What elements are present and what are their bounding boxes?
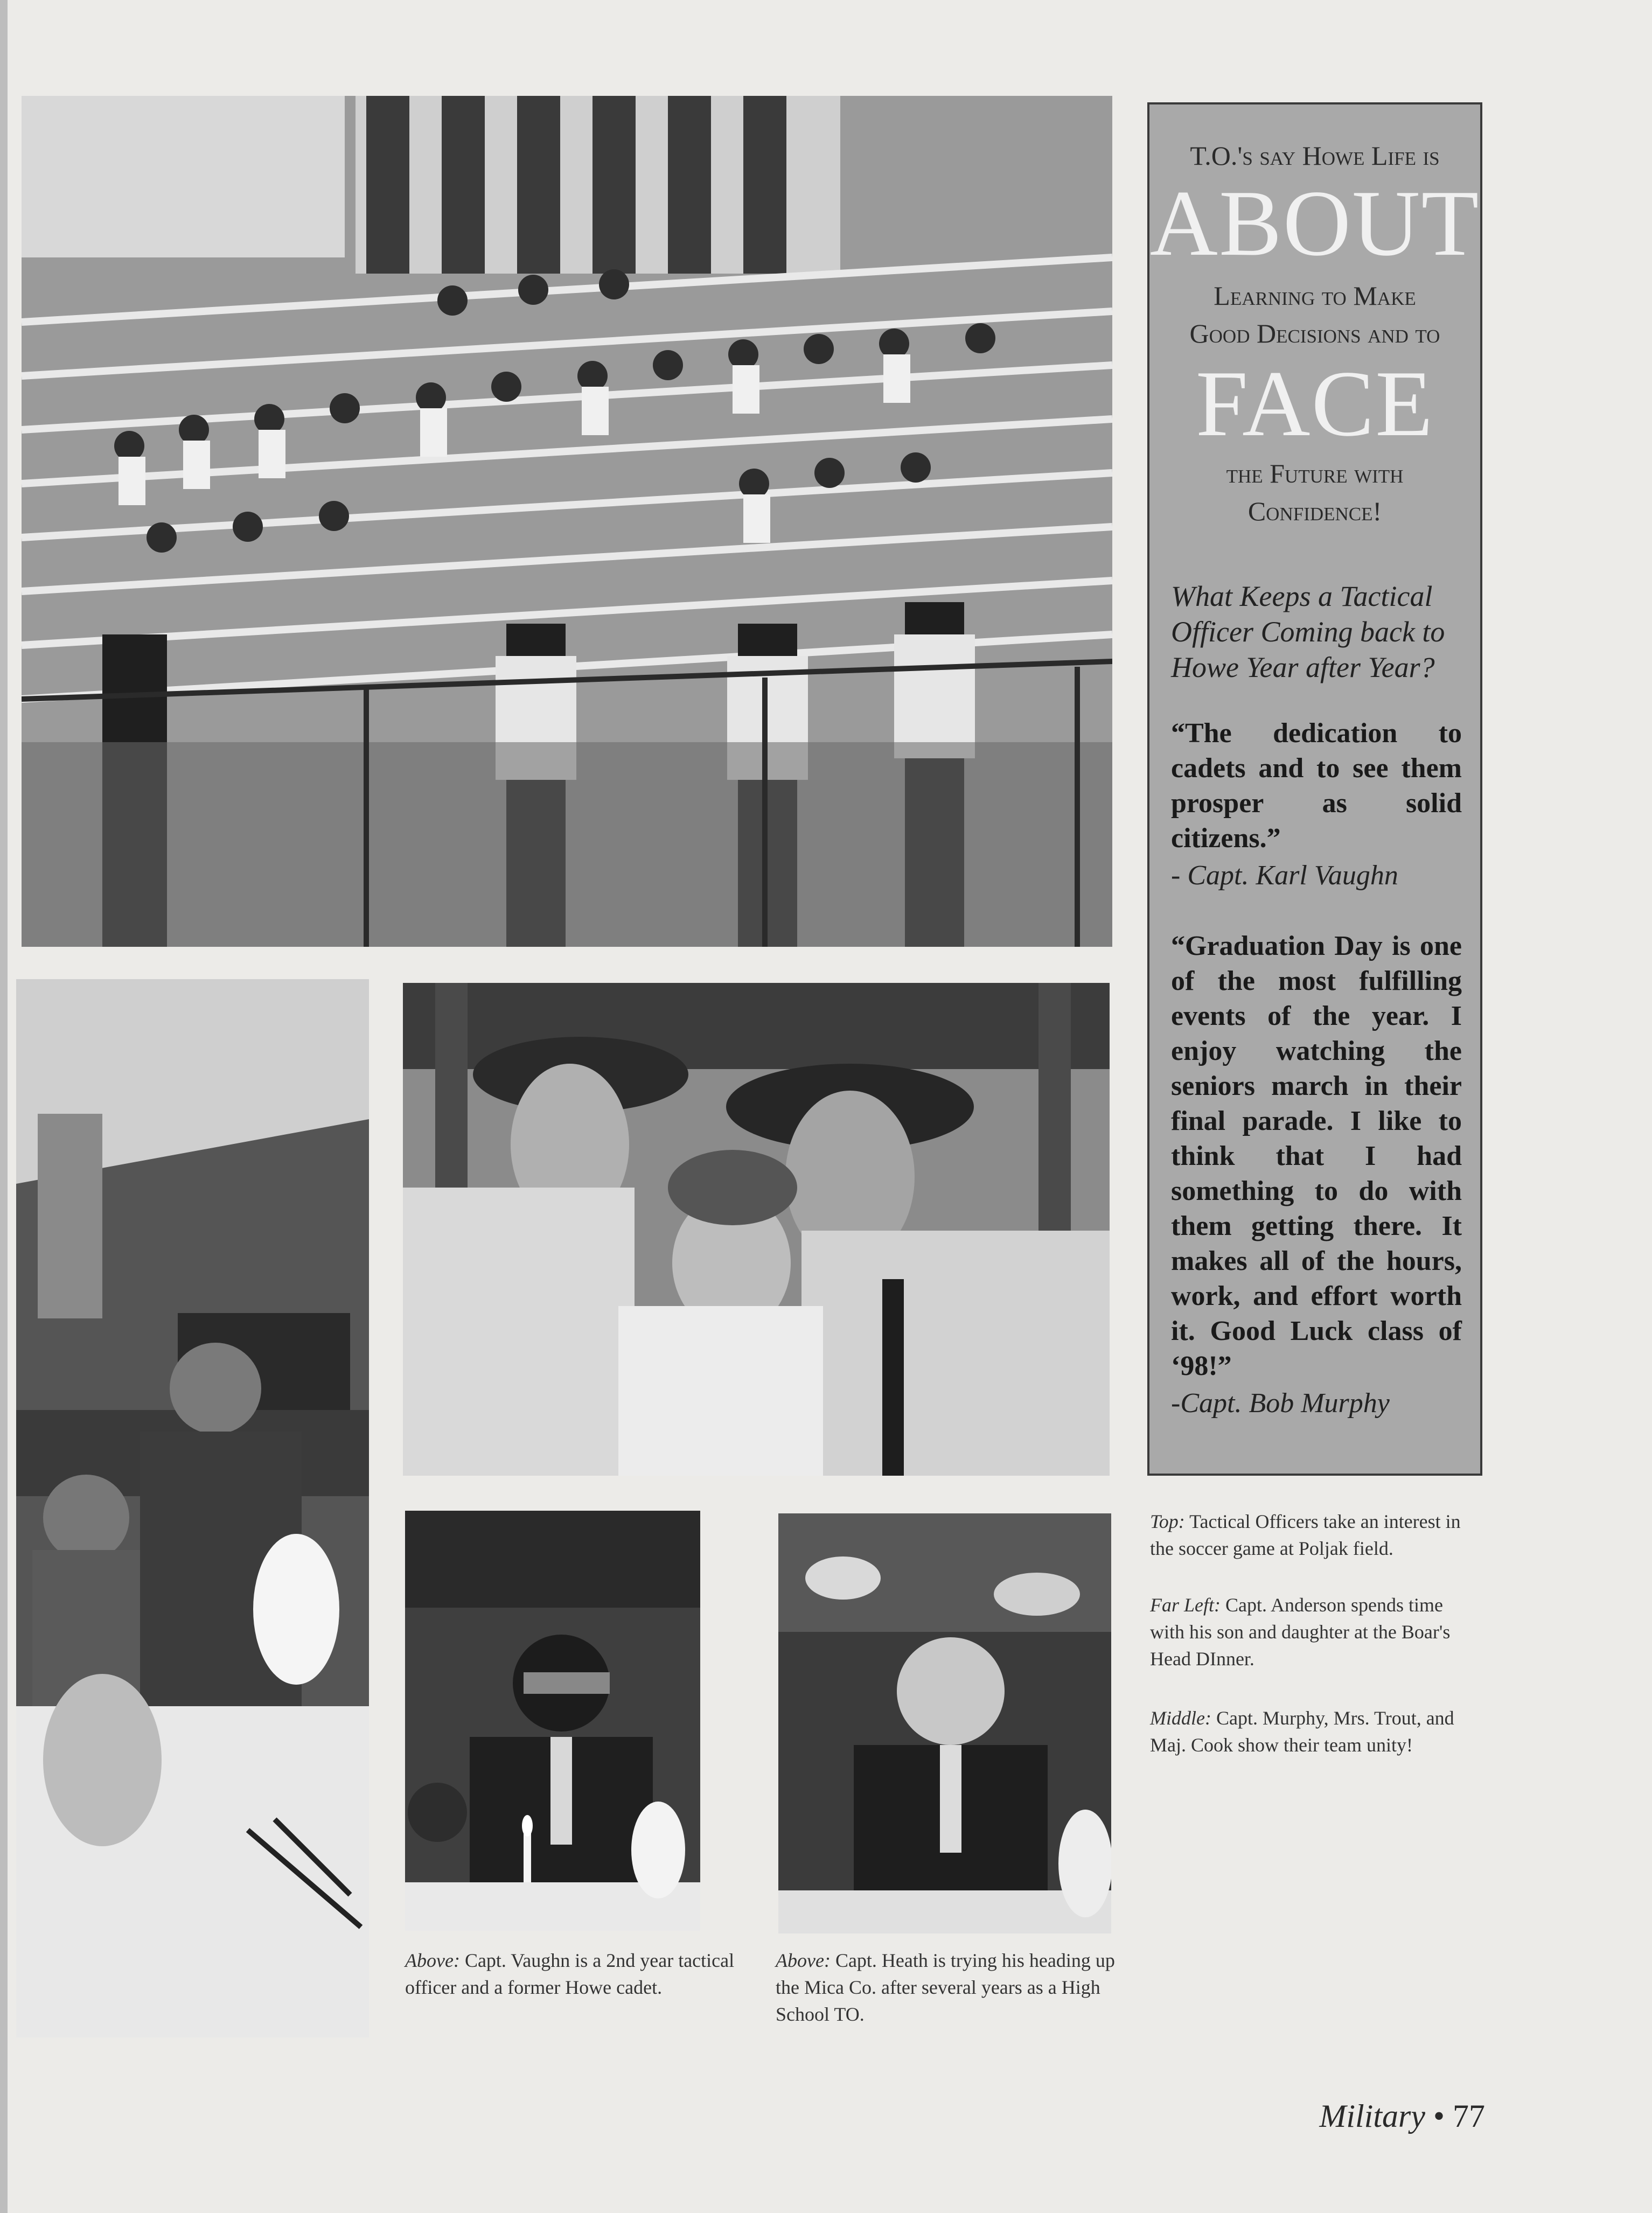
caption-above-heath-text: Capt. Heath is trying his heading up the Mica Co. after several years as a High School TO. [776, 1950, 1115, 2025]
page-edge [0, 0, 8, 2213]
caption-far-left-text: Capt. Anderson spends time with his son and daughter at the Boar's Head DInner. [1150, 1594, 1451, 1670]
footer-separator: • [1433, 2098, 1445, 2134]
quote-murphy-attribution: -Capt. Bob Murphy [1171, 1388, 1390, 1419]
caption-middle [1150, 1705, 1479, 1758]
headline-face: FACE [1195, 351, 1434, 456]
caption-top-text: Tactical Officers take an interest in the soccer game at Poljak field. [1150, 1511, 1461, 1559]
headline-about: ABOUT [1149, 171, 1480, 275]
headline-line2: Learning to Make [1214, 281, 1416, 311]
caption-top [1150, 1508, 1479, 1562]
headline-line1: T.O.'s say Howe Life is [1190, 141, 1440, 171]
caption-middle-label: Middle: [1150, 1707, 1211, 1729]
caption-above-vaughn [405, 1947, 750, 2001]
caption-above-heath-label: Above: [776, 1950, 831, 1971]
footer-section: Military [1319, 2098, 1425, 2134]
sidebar-quote-box [1147, 102, 1482, 1476]
headline-line5: Confidence! [1247, 496, 1382, 526]
caption-middle-text: Capt. Murphy, Mrs. Trout, and Maj. Cook show their team unity! [1150, 1707, 1454, 1756]
caption-above-heath [776, 1947, 1115, 2028]
headline-line4: the Future with [1226, 458, 1404, 488]
caption-top-label: Top: [1150, 1511, 1185, 1532]
photo-bleachers [22, 96, 1112, 947]
quote-murphy: “Graduation Day is one of the most fulfilling events of the year. I enjoy watching the seniors march in their final parade. I like to think that I had something to do with them getting there. It makes all of the hours, work, and effort worth it. Good Luck class of ‘98!” [1171, 931, 1462, 1381]
headline-line3: Good Decisions and to [1189, 318, 1440, 348]
caption-above-vaughn-text: Capt. Vaughn is a 2nd year tactical officer and a former Howe cadet. [405, 1950, 735, 1998]
page-footer [1319, 2098, 1485, 2135]
photo-team-unity [403, 983, 1110, 1476]
caption-far-left-label: Far Left: [1150, 1594, 1221, 1616]
page-number: 77 [1453, 2098, 1485, 2134]
caption-far-left [1150, 1591, 1479, 1672]
quote-vaughn: “The dedication to cadets and to see them prosper as solid citizens.” [1171, 718, 1462, 854]
quote-vaughn-attribution: - Capt. Karl Vaughn [1171, 860, 1398, 891]
photo-capt-vaughn [405, 1511, 700, 1931]
caption-above-vaughn-label: Above: [405, 1950, 460, 1971]
photo-banquet-farleft [16, 979, 369, 2037]
sidebar-question: What Keeps a Tactical Officer Coming back to Howe Year after Year? [1171, 580, 1445, 683]
photo-capt-heath [778, 1513, 1111, 1933]
